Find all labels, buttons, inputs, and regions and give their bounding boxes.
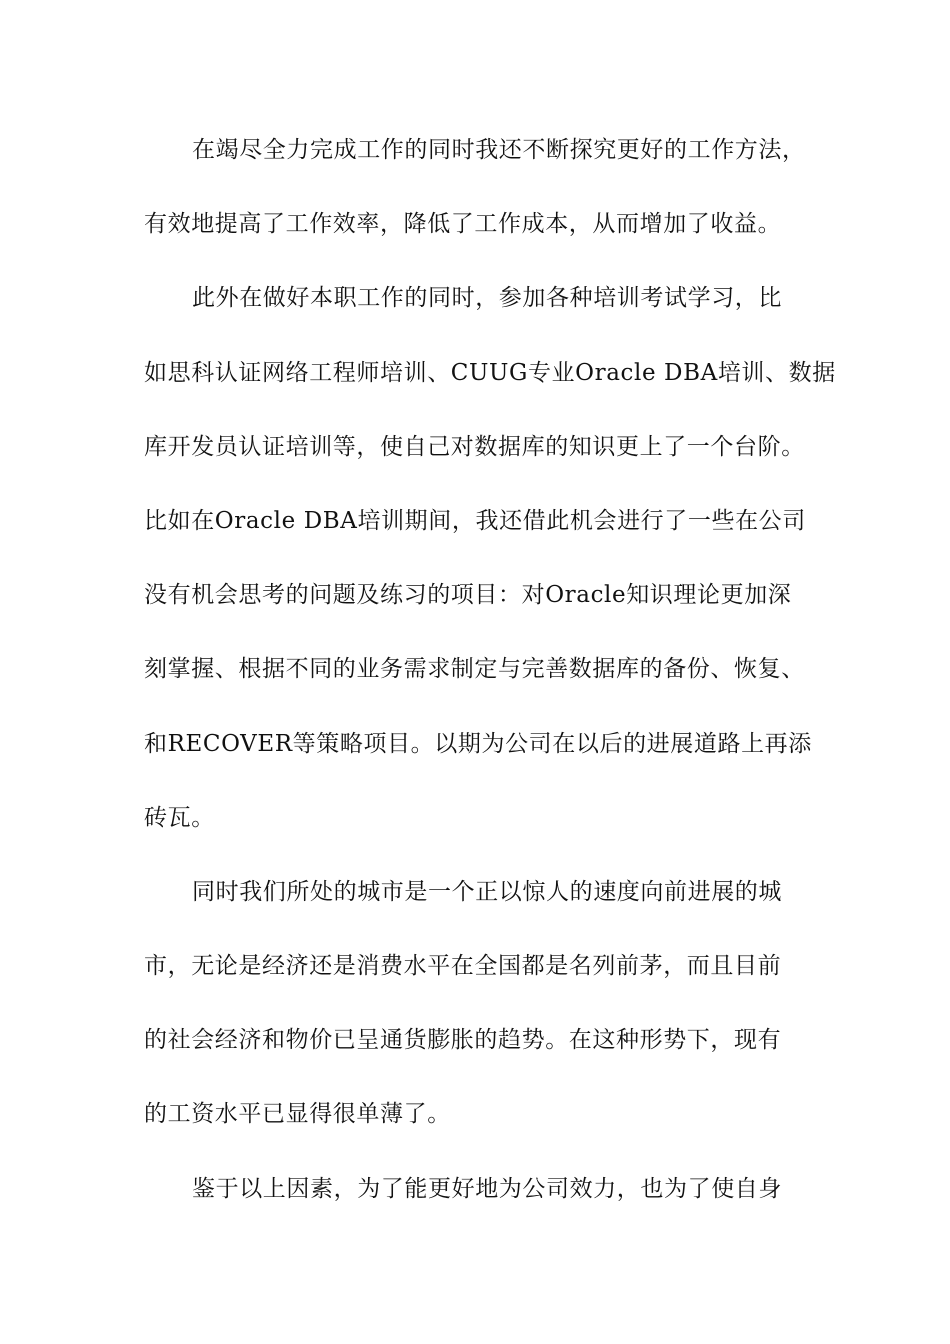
text-line: 同时我们所处的城市是一个正以惊人的速度向前进展的城	[192, 878, 782, 905]
text-line: 和RECOVER等策略项目。以期为公司在以后的进展道路上再添	[144, 730, 812, 757]
text-line: 如思科认证网络工程师培训、CUUG专业Oracle DBA培训、数据	[144, 359, 836, 386]
text-line: 的工资水平已显得很单薄了。	[144, 1101, 451, 1128]
text-line: 库开发员认证培训等，使自己对数据库的知识更上了一个台阶。	[144, 433, 805, 460]
text-line: 市，无论是经济还是消费水平在全国都是名列前茅，而且目前	[144, 953, 782, 980]
text-line: 鉴于以上因素，为了能更好地为公司效力，也为了使自身	[192, 1175, 782, 1202]
paragraph-3	[144, 867, 814, 1164]
text-line: 此外在做好本职工作的同时，参加各种培训考试学习，比	[192, 285, 782, 312]
text-line: 比如在Oracle DBA培训期间，我还借此机会进行了一些在公司	[144, 507, 806, 534]
body-text	[144, 125, 836, 1238]
paragraph-1	[144, 125, 814, 273]
text-line: 刻掌握、根据不同的业务需求制定与完善数据库的备份、恢复、	[144, 656, 805, 683]
text-line: 没有机会思考的问题及练习的项目：对Oracle知识理论更加深	[144, 582, 792, 609]
text-line: 在竭尽全力完成工作的同时我还不断探究更好的工作方法，	[192, 137, 806, 163]
paragraph-2	[144, 273, 836, 867]
text-line: 的社会经济和物价已呈通货膨胀的趋势。在这种形势下，现有	[144, 1027, 782, 1054]
text-line: 砖瓦。	[144, 804, 215, 831]
text-line: 有效地提高了工作效率，降低了工作成本，从而增加了收益。	[144, 211, 782, 238]
paragraph-4	[144, 1164, 814, 1238]
